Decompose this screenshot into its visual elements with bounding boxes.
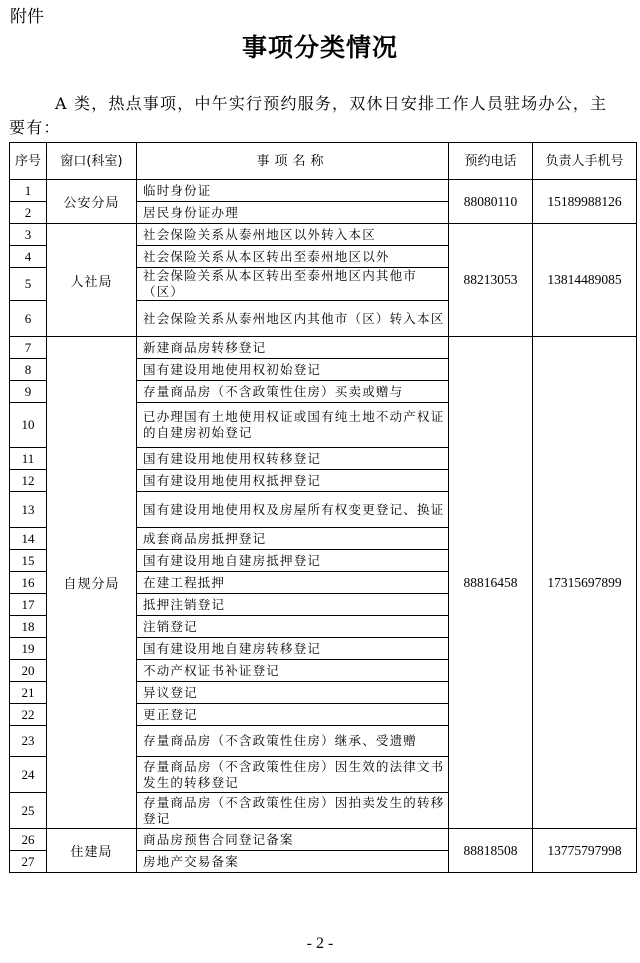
items-table [9,142,637,873]
header-item: 事项名称 [137,143,449,180]
office-cell: 自规分局 [47,337,137,829]
row-number: 26 [10,829,47,851]
row-number: 13 [10,492,47,528]
row-number: 12 [10,470,47,492]
mobile-cell: 17315697899 [533,337,637,829]
header-mobile: 负责人手机号 [533,143,637,180]
row-number: 21 [10,682,47,704]
phone-cell: 88816458 [449,337,533,829]
row-number: 15 [10,550,47,572]
item-cell: 居民身份证办理 [137,202,449,224]
item-cell: 成套商品房抵押登记 [137,528,449,550]
row-number: 20 [10,660,47,682]
item-cell: 异议登记 [137,682,449,704]
item-cell: 社会保险关系从泰州地区以外转入本区 [137,224,449,246]
row-number: 7 [10,337,47,359]
table-row [10,224,637,246]
office-cell: 公安分局 [47,180,137,224]
row-number: 22 [10,704,47,726]
row-number: 24 [10,757,47,793]
mobile-cell: 13775797998 [533,829,637,873]
item-cell: 房地产交易备案 [137,851,449,873]
table-body [10,180,637,873]
item-cell: 在建工程抵押 [137,572,449,594]
row-number: 23 [10,726,47,757]
row-number: 5 [10,268,47,301]
table-header-row [10,143,637,180]
row-number: 11 [10,448,47,470]
header-no: 序号 [10,143,47,180]
item-cell: 国有建设用地使用权及房屋所有权变更登记、换证 [137,492,449,528]
phone-cell: 88213053 [449,224,533,337]
item-cell: 国有建设用地使用权初始登记 [137,359,449,381]
mobile-cell: 15189988126 [533,180,637,224]
row-number: 18 [10,616,47,638]
office-cell: 住建局 [47,829,137,873]
row-number: 9 [10,381,47,403]
row-number: 17 [10,594,47,616]
phone-cell: 88818508 [449,829,533,873]
row-number: 8 [10,359,47,381]
row-number: 16 [10,572,47,594]
table-row [10,337,637,359]
mobile-cell: 13814489085 [533,224,637,337]
item-cell: 社会保险关系从本区转出至泰州地区以外 [137,246,449,268]
item-cell: 注销登记 [137,616,449,638]
item-cell: 商品房预售合同登记备案 [137,829,449,851]
row-number: 6 [10,301,47,337]
row-number: 25 [10,793,47,829]
attachment-label: 附件 [10,7,44,27]
item-cell: 社会保险关系从泰州地区内其他市（区）转入本区 [137,301,449,337]
row-number: 1 [10,180,47,202]
item-cell: 存量商品房（不含政策性住房）因拍卖发生的转移登记 [137,793,449,829]
item-cell: 新建商品房转移登记 [137,337,449,359]
header-office: 窗口(科室) [47,143,137,180]
row-number: 14 [10,528,47,550]
table-row [10,180,637,202]
item-cell: 抵押注销登记 [137,594,449,616]
item-cell: 更正登记 [137,704,449,726]
item-cell: 国有建设用地使用权转移登记 [137,448,449,470]
item-cell: 存量商品房（不含政策性住房）继承、受遗赠 [137,726,449,757]
intro-paragraph: A 类，热点事项，中午实行预约服务，双休日安排工作人员驻场办公，主要有： [9,94,608,137]
page-number: - 2 - [306,935,334,952]
row-number: 4 [10,246,47,268]
row-number: 3 [10,224,47,246]
item-cell: 国有建设用地自建房转移登记 [137,638,449,660]
office-cell: 人社局 [47,224,137,337]
item-cell: 社会保险关系从本区转出至泰州地区内其他市（区） [137,268,449,301]
item-cell: 国有建设用地使用权抵押登记 [137,470,449,492]
row-number: 10 [10,403,47,448]
item-cell: 已办理国有土地使用权证或国有纯土地不动产权证的自建房初始登记 [137,403,449,448]
phone-cell: 88080110 [449,180,533,224]
item-cell: 存量商品房（不含政策性住房）因生效的法律文书发生的转移登记 [137,757,449,793]
item-cell: 不动产权证书补证登记 [137,660,449,682]
row-number: 27 [10,851,47,873]
item-cell: 临时身份证 [137,180,449,202]
table-row [10,829,637,851]
header-phone: 预约电话 [449,143,533,180]
row-number: 2 [10,202,47,224]
page-title: 事项分类情况 [241,33,398,62]
item-cell: 存量商品房（不含政策性住房）买卖或赠与 [137,381,449,403]
item-cell: 国有建设用地自建房抵押登记 [137,550,449,572]
row-number: 19 [10,638,47,660]
